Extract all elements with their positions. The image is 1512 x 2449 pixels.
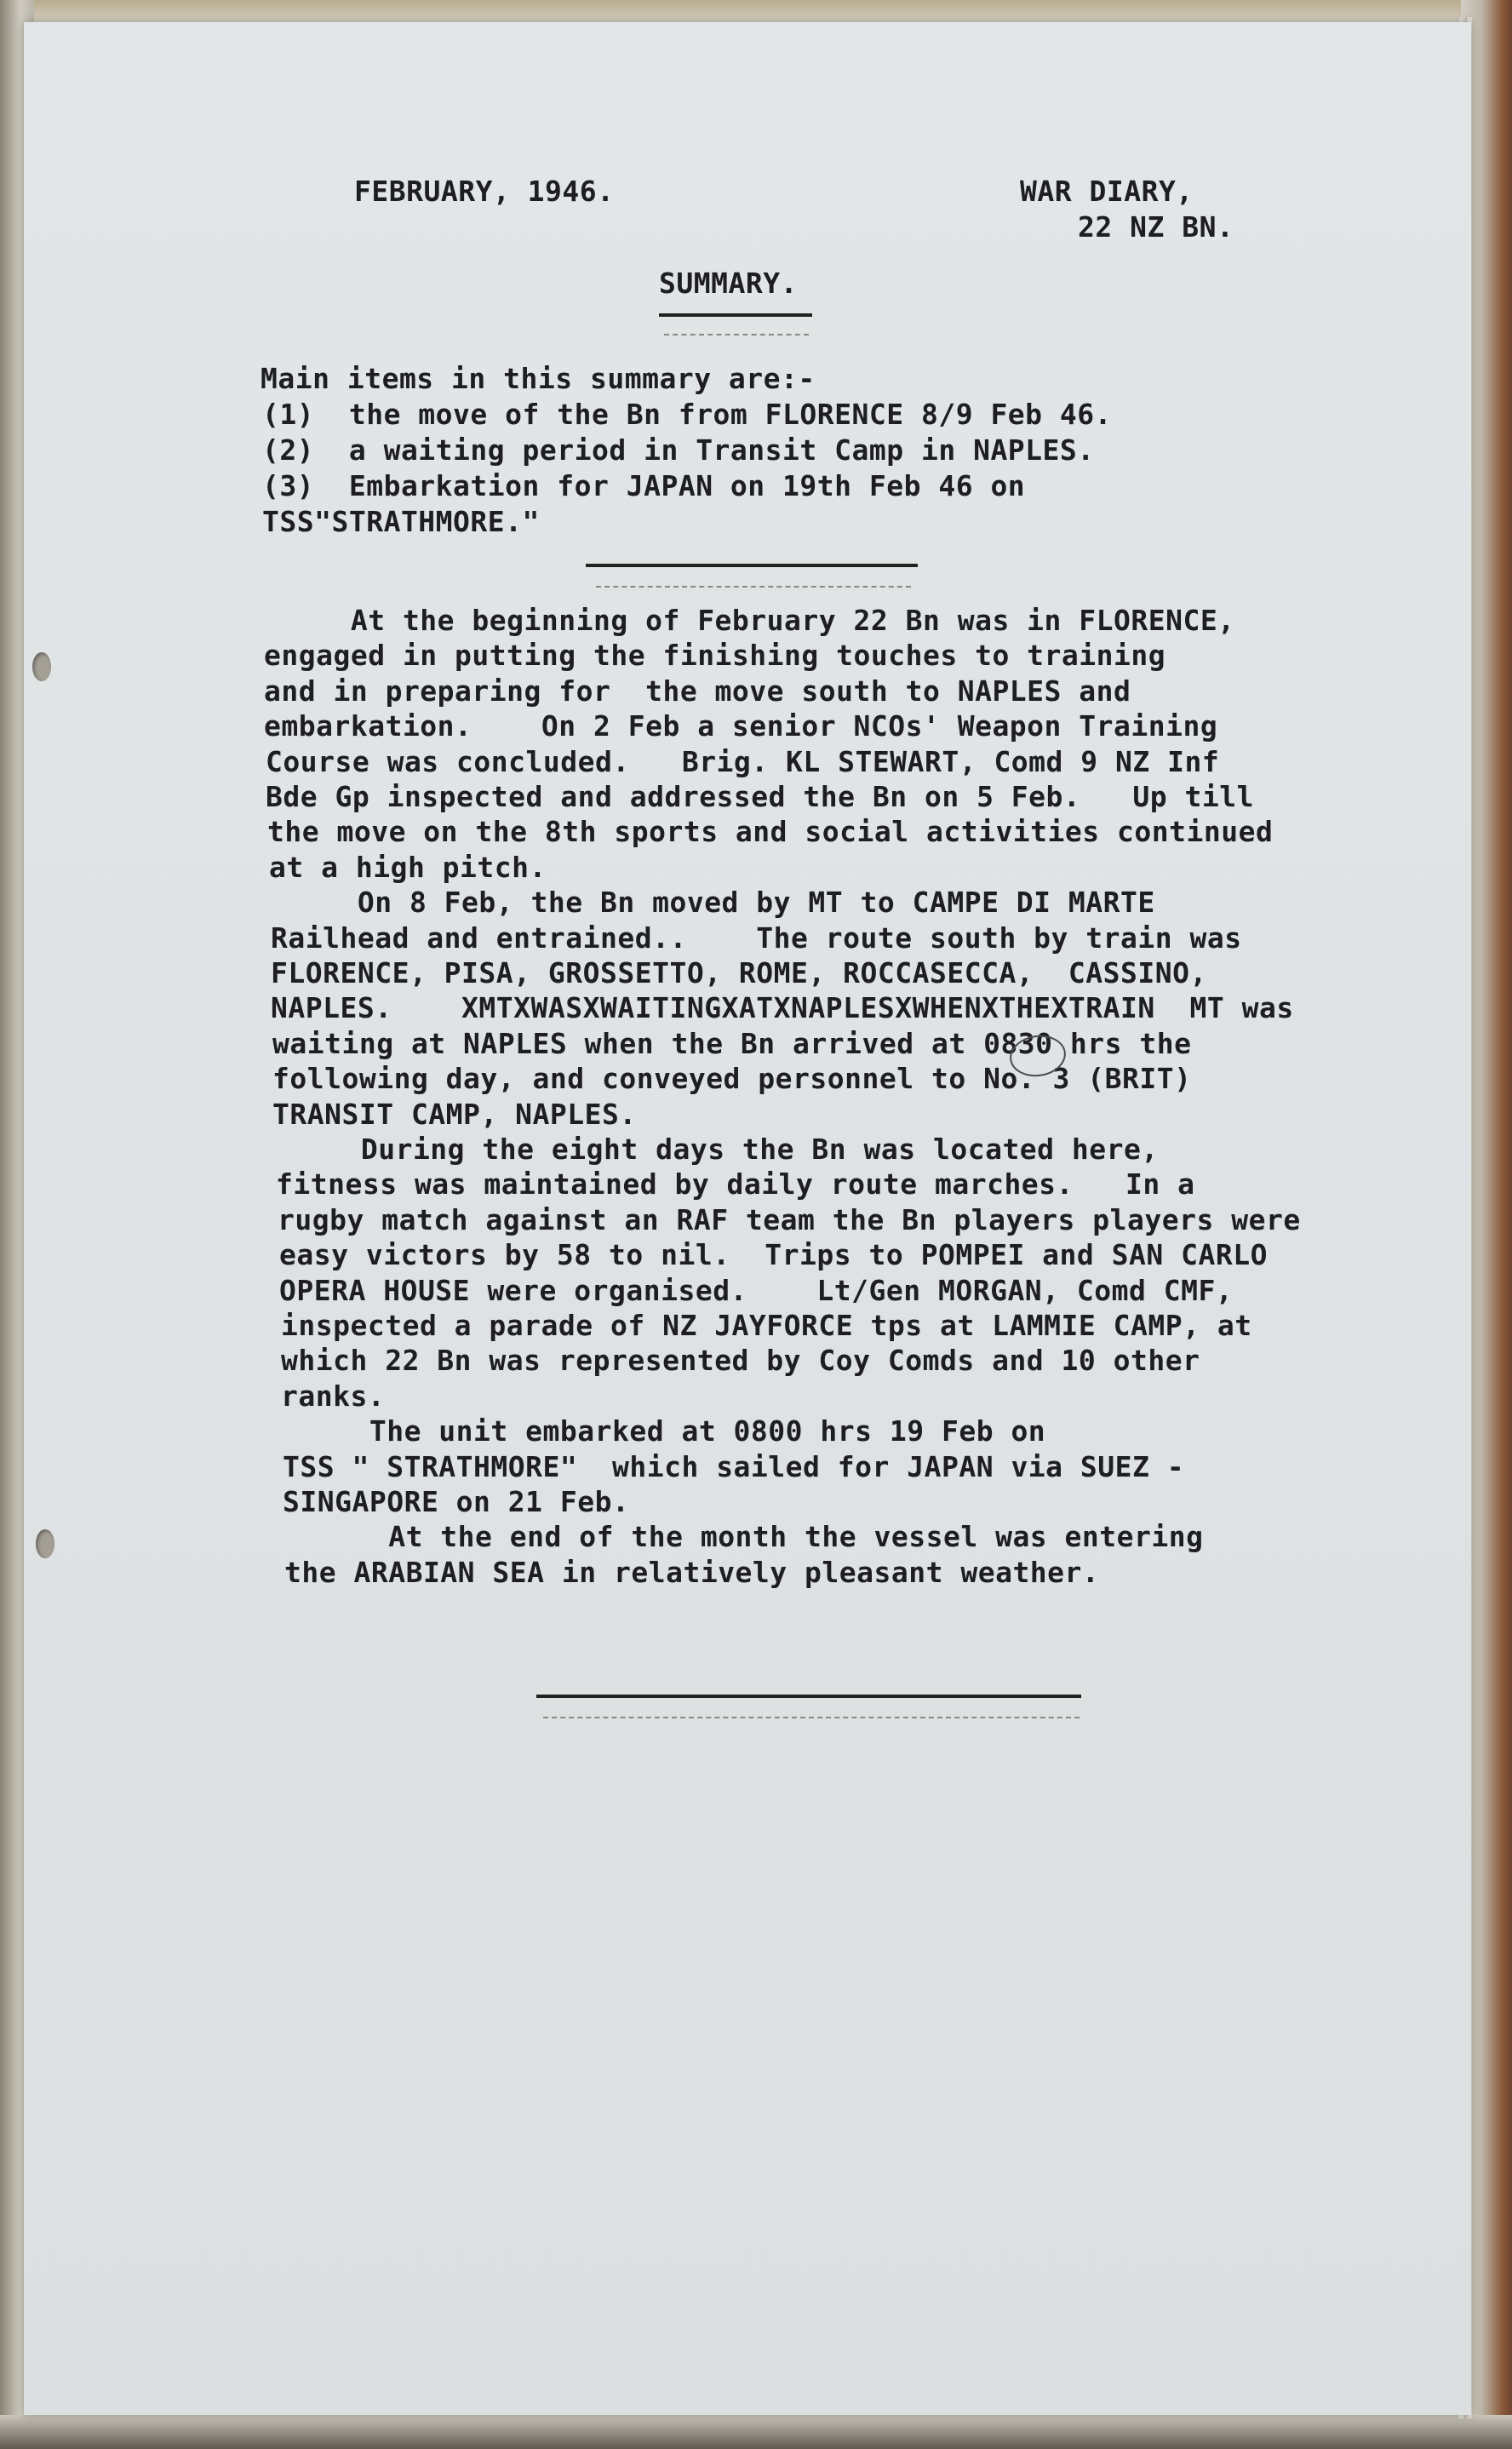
body-line: OPERA HOUSE were organised. Lt/Gen MORGAN, Comd CMF,	[279, 1274, 1234, 1307]
body-line: At the end of the month the vessel was entering	[284, 1520, 1204, 1553]
body-line: inspected a parade of NZ JAYFORCE tps at LAMMIE CAMP, at	[281, 1309, 1252, 1342]
body-line: at a high pitch.	[269, 851, 547, 884]
body-line: easy victors by 58 to nil. Trips to POMPEI and SAN CARLO	[279, 1238, 1268, 1271]
body-line: which 22 Bn was represented by Coy Comds and 10 other	[281, 1344, 1200, 1377]
body-line: Railhead and entrained.. The route south by train was	[271, 921, 1242, 955]
section-dash-rule	[596, 586, 911, 588]
intro-item-1: (1) the move of the Bn from FLORENCE 8/9 Feb 46.	[262, 398, 1113, 431]
body-line: rugby match against an RAF team the Bn players players were	[278, 1203, 1301, 1236]
section-divider	[586, 564, 918, 567]
body-line: Bde Gp inspected and addressed the Bn on 5 Feb. Up till	[266, 780, 1254, 813]
body-line: the ARABIAN SEA in relatively pleasant weather.	[284, 1556, 1100, 1589]
body-line: SINGAPORE on 21 Feb.	[283, 1485, 630, 1518]
body-line: the move on the 8th sports and social activities continued	[267, 815, 1274, 848]
heading-dash-rule	[664, 334, 809, 336]
diary-date: FEBRUARY, 1946.	[354, 175, 615, 208]
body-line: On 8 Feb, the Bn moved by MT to CAMPE DI MARTE	[271, 886, 1155, 919]
document-page	[24, 22, 1471, 2415]
backdrop-bottom	[0, 2415, 1512, 2449]
body-line: embarkation. On 2 Feb a senior NCOs' Weapon Training	[264, 709, 1218, 743]
body-line: waiting at NAPLES when the Bn arrived at 0830 hrs the	[272, 1027, 1192, 1060]
diary-title-line2: 22 NZ BN.	[1078, 210, 1234, 244]
body-line: TRANSIT CAMP, NAPLES.	[272, 1098, 637, 1131]
punch-hole	[36, 1529, 54, 1558]
body-line: fitness was maintained by daily route marches. In a	[276, 1167, 1195, 1201]
body-line: TSS " STRATHMORE" which sailed for JAPAN via SUEZ -	[283, 1450, 1185, 1483]
intro-item-3: (3) Embarkation for JAPAN on 19th Feb 46 on	[262, 469, 1026, 502]
punch-hole	[32, 652, 51, 681]
body-line: ranks.	[281, 1379, 386, 1413]
body-line: engaged in putting the finishing touches to training	[264, 639, 1166, 672]
body-line: Course was concluded. Brig. KL STEWART, Comd 9 NZ Inf	[266, 745, 1220, 778]
body-line: During the eight days the Bn was located here,	[274, 1133, 1159, 1166]
intro-item-3-cont: TSS"STRATHMORE."	[262, 505, 540, 538]
diary-title-line1: WAR DIARY,	[1020, 175, 1194, 208]
intro-lead: Main items in this summary are:-	[261, 362, 816, 395]
closing-dash-rule	[543, 1717, 1080, 1718]
body-line: The unit embarked at 0800 hrs 19 Feb on	[283, 1414, 1046, 1448]
body-line: following day, and conveyed personnel to No. 3 (BRIT)	[272, 1062, 1192, 1095]
body-line: NAPLES. XMTXWASXWAITINGXATXNAPLESXWHENXTHEXTRAIN MT was	[271, 991, 1294, 1024]
intro-item-2: (2) a waiting period in Transit Camp in NAPLES.	[262, 433, 1095, 467]
body-line: FLORENCE, PISA, GROSSETTO, ROME, ROCCASECCA, CASSINO,	[271, 956, 1207, 989]
body-line: At the beginning of February 22 Bn was in FLORENCE,	[264, 604, 1235, 637]
body-line: and in preparing for the move south to NAPLES and	[264, 674, 1131, 708]
closing-rule	[536, 1695, 1081, 1698]
heading-underline	[659, 313, 812, 317]
summary-heading: SUMMARY.	[659, 267, 798, 300]
